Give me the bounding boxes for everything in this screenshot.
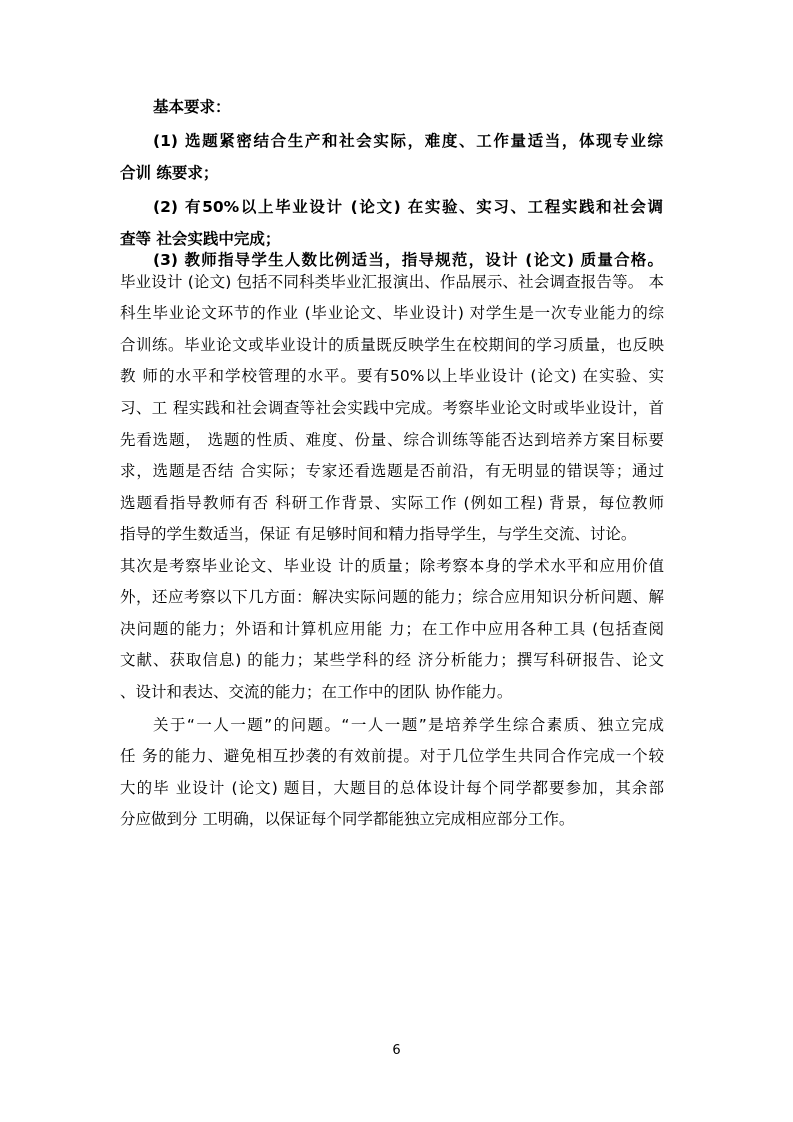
body-line: 求，选题是否结 合实际；专家还看选题是否前沿，有无明显的错误等；通过 <box>120 462 664 480</box>
body-line: 指导的学生数适当，保证 有足够时间和精力指导学生，与学生交流、讨论。 <box>120 525 637 543</box>
body-line: 教 师的水平和学校管理的水平。要有50%以上毕业设计 (论文) 在实验、实 <box>120 367 664 385</box>
body-line: 选题看指导教师有否 科研工作背景、实际工作 (例如工程) 背景，每位教师 <box>120 494 664 512</box>
body-line: 外，还应考察以下几方面：解决实际问题的能力；综合应用知识分析问题、解 <box>120 588 664 606</box>
requirements-heading: 基本要求： <box>153 98 231 116</box>
body-line: 先看选题， 选题的性质、难度、份量、综合训练等能否达到培养方案目标要 <box>120 431 664 449</box>
paragraph2-line: 任 务的能力、避免相互抄袭的有效前提。对于几位学生共同合作完成一个较 <box>120 747 664 765</box>
body-line: 文献、获取信息) 的能力；某些学科的经 济分析能力；撰写科研报告、论文 <box>120 651 664 669</box>
requirement-1-line-1: (1) 选题紧密结合生产和社会实际，难度、工作量适当，体现专业综 <box>153 132 663 150</box>
requirement-3-line-1: (3) 教师指导学生人数比例适当，指导规范，设计 (论文) 质量合格。 <box>153 251 663 269</box>
body-line: 科生毕业论文环节的作业 (毕业论文、毕业设计) 对学生是一次专业能力的综 <box>120 304 664 322</box>
requirement-1-line-2: 合训 练要求； <box>120 164 219 182</box>
body-line: 毕业设计 (论文) 包括不同科类毕业汇报演出、作品展示、社会调查报告等。 本 <box>120 273 664 291</box>
requirement-2-line-2: 查等 社会实践中完成； <box>120 230 281 248</box>
body-line: 合训练。毕业论文或毕业设计的质量既反映学生在校期间的学习质量，也反映 <box>120 336 664 354</box>
paragraph2-line: 分应做到分 工明确，以保证每个同学都能独立完成相应部分工作。 <box>120 810 575 828</box>
requirement-2-line-1: (2) 有50%以上毕业设计 (论文) 在实验、实习、工程实践和社会调 <box>153 198 663 216</box>
page-number: 6 <box>392 1043 401 1058</box>
body-line: 其次是考察毕业论文、毕业设 计的质量；除考察本身的学术水平和应用价值 <box>120 557 664 575</box>
body-line: 、设计和表达、交流的能力；在工作中的团队 协作能力。 <box>120 683 513 701</box>
paragraph2-line: 关于“一人一题”的问题。“一人一题”是培养学生综合素质、独立完成 <box>153 716 664 734</box>
body-line: 决问题的能力；外语和计算机应用能 力；在工作中应用各种工具 (包括查阅 <box>120 620 664 638</box>
paragraph2-line: 大的毕 业设计 (论文) 题目，大题目的总体设计每个同学都要参加，其余部 <box>120 779 664 797</box>
body-line: 习、工 程实践和社会调查等社会实践中完成。考察毕业论文时或毕业设计，首 <box>120 399 664 417</box>
